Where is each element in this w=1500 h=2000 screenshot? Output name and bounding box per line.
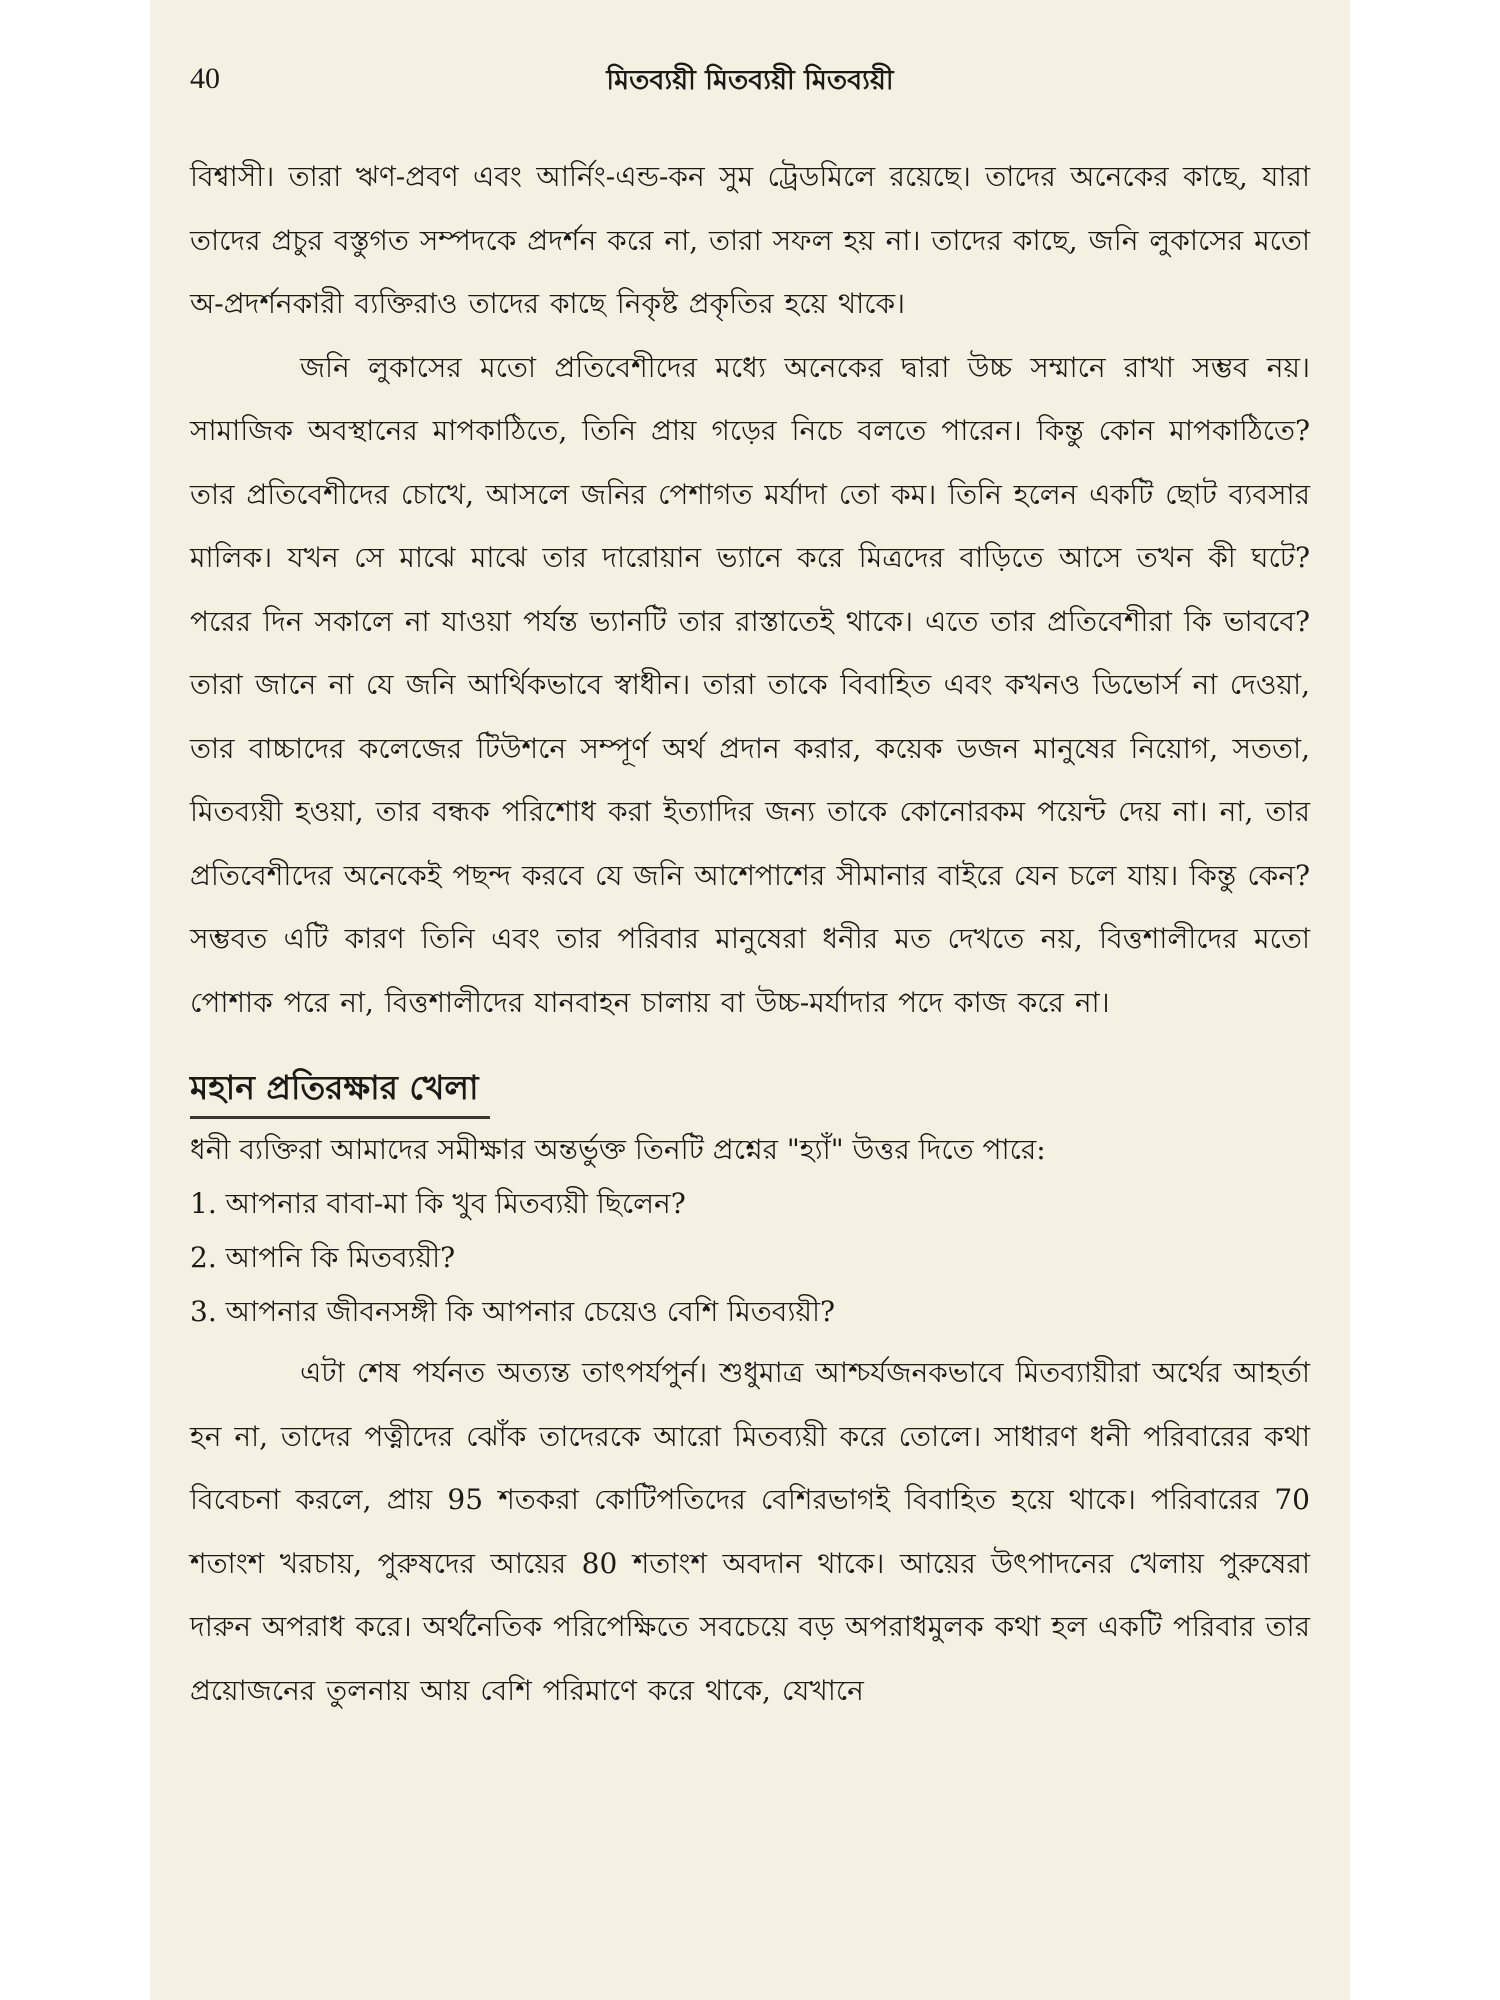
question-item-3: 3. আপনার জীবনসঙ্গী কি আপনার চেয়েও বেশি মিতব্যয়ী? [190, 1295, 835, 1328]
page-number: 40 [190, 62, 220, 95]
question-item-1: 1. আপনার বাবা-মা কি খুব মিতব্যয়ী ছিলেন? [190, 1187, 686, 1220]
book-page [150, 0, 1350, 2000]
paragraph-1: বিশ্বাসী। তারা ঋণ-প্রবণ এবং আর্নিং-এন্ড-কন সুম ট্রেডমিলে রয়েছে। তাদের অনেকের কাছে, যারা তাদের প্রচুর বস্তুগত সম্পদকে প্রদর্শন করে না, তারা সফল হয় না। তাদের কাছে, জনি লুকাসের মতো অ-প্রদর্শনকারী ব্যক্তিরাও তাদের কাছে নিকৃষ্ট প্রকৃতির হয়ে থাকে। [190, 160, 1310, 320]
section-heading-block [190, 1060, 1310, 1119]
closing-paragraph: এটা শেষ পর্যনত অত্যন্ত তাৎপর্যপুর্ন। শুধুমাত্র আশ্চর্যজনকভাবে মিতব্যায়ীরা অর্থের আহর্তা হন না, তাদের পত্নীদের ঝোঁক তাদেরকে আরো মিতব্যয়ী করে তোলে। সাধারণ ধনী পরিবারের কথা বিবেচনা করলে, প্রায় 95 শতকরা কোটিপতিদের বেশিরভাগই বিবাহিত হয়ে থাকে। পরিবারের 70 শতাংশ খরচায়, পুরুষদের আয়ের 80 শতাংশ অবদান থাকে। আয়ের উৎপাদনের খেলায় পুরুষেরা দারুন অপরাধ করে। অর্থনৈতিক পরিপেক্ষিতে সবচেয়ে বড় অপরাধমুলক কথা হল একটি পরিবার তার প্রয়োজনের তুলনায় আয় বেশি পরিমাণে করে থাকে, যেখানে [190, 1356, 1310, 1707]
section-intro: ধনী ব্যক্তিরা আমাদের সমীক্ষার অন্তর্ভুক্ত তিনটি প্রশ্নের "হ্যাঁ" উত্তর দিতে পারে: [190, 1133, 1046, 1166]
paragraph-2: জনি লুকাসের মতো প্রতিবেশীদের মধ্যে অনেকের দ্বারা উচ্চ সম্মানে রাখা সম্ভব নয়। সামাজিক অবস্থানের মাপকাঠিতে, তিনি প্রায় গড়ের নিচে বলতে পারেন। কিন্তু কোন মাপকাঠিতে? তার প্রতিবেশীদের চোখে, আসলে জনির পেশাগত মর্যাদা তো কম। তিনি হলেন একটি ছোট ব্যবসার মালিক। যখন সে মাঝে মাঝে তার দারোয়ান ভ্যানে করে মিত্রদের বাড়িতে আসে তখন কী ঘটে? পরের দিন সকালে না যাওয়া পর্যন্ত ভ্যানটি তার রাস্তাতেই থাকে। এতে তার প্রতিবেশীরা কি ভাববে? তারা জানে না যে জনি আর্থিকভাবে স্বাধীন। তারা তাকে বিবাহিত এবং কখনও ডিভোর্স না দেওয়া, তার বাচ্চাদের কলেজের টিউশনে সম্পূর্ণ অর্থ প্রদান করার, কয়েক ডজন মানুষের নিয়োগ, সততা, মিতব্যয়ী হওয়া, তার বন্ধক পরিশোধ করা ইত্যাদির জন্য তাকে কোনোরকম পয়েন্ট দেয় না। না, তার প্রতিবেশীদের অনেকেই পছন্দ করবে যে জনি আশেপাশের সীমানার বাইরে যেন চলে যায়। কিন্তু কেন? সম্ভবত এটি কারণ তিনি এবং তার পরিবার মানুষেরা ধনীর মত দেখতে নয়, বিত্তশালীদের মতো পোশাক পরে না, বিত্তশালীদের যানবাহন চালায় বা উচ্চ-মর্যাদার পদে কাজ করে না। [190, 350, 1310, 1019]
section-heading: মহান প্রতিরক্ষার খেলা [190, 1068, 479, 1107]
question-item-2: 2. আপনি কি মিতব্যয়ী? [190, 1241, 456, 1274]
heading-underline [190, 1116, 490, 1119]
page-body [190, 145, 1310, 1722]
question-list [190, 1177, 1310, 1339]
running-head: মিতব্যয়ী মিতব্যয়ী মিতব্যয়ী [606, 65, 894, 96]
